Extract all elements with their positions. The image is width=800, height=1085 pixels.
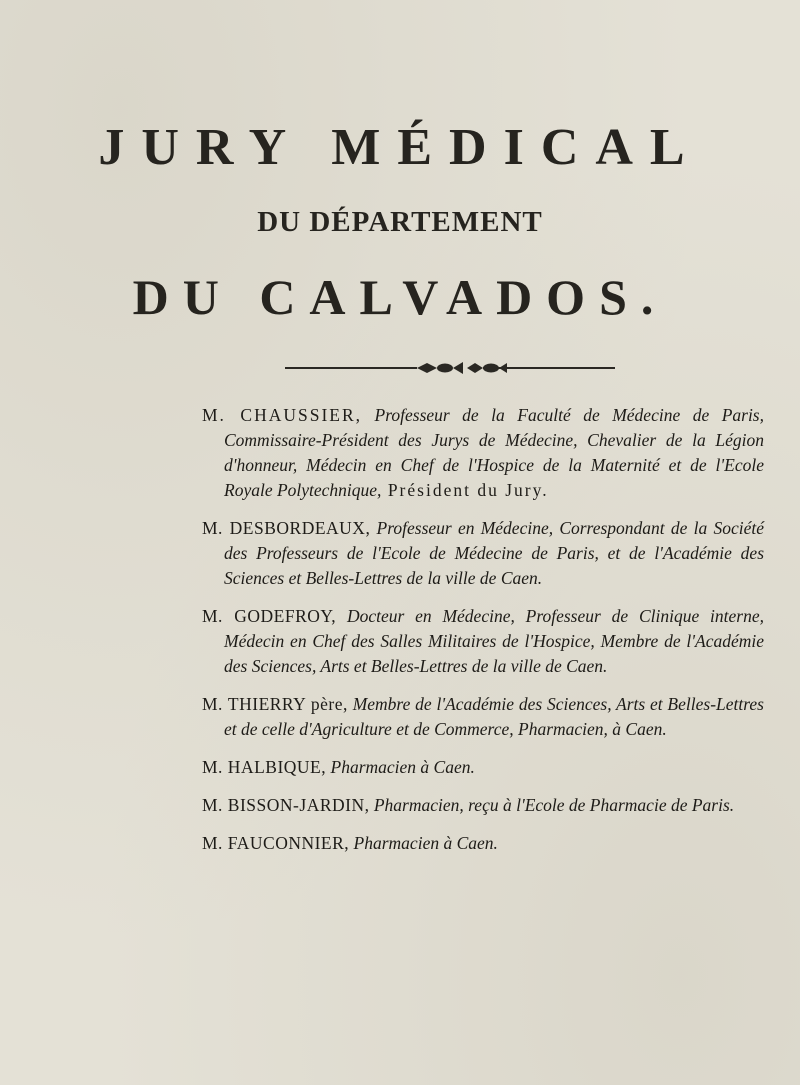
member-chaussier <box>202 403 764 503</box>
member-name: M. GODEFROY, <box>202 606 337 626</box>
page-subtitle: DU DÉPARTEMENT <box>257 206 543 238</box>
member-name: M. BISSON-JARDIN, <box>202 795 370 815</box>
ornament-divider-icon <box>285 360 615 376</box>
jury-members-list <box>202 403 764 869</box>
member-halbique <box>202 755 764 780</box>
member-description: Professeur en Médecine, Correspondant de la Société des Professeurs de l'Ecole de Médecine de Paris, et de l'Académie des Sciences et Belles-Lettres de la ville de Caen. <box>224 518 764 588</box>
member-description: Professeur de la Faculté de Médecine de Paris, Commissaire-Président des Jurys de Médecine, Chevalier de la Légion d'honneur, Médecin en Chef de l'Hospice de la Maternité et de l'Ecole Royale Polytechnique, <box>224 405 764 500</box>
member-description: Pharmacien à Caen. <box>326 757 475 777</box>
page-title: JURY MÉDICAL <box>98 119 702 176</box>
member-desbordeaux <box>202 516 764 591</box>
member-role: Président du Jury. <box>381 480 549 500</box>
member-name: M. HALBIQUE, <box>202 757 327 777</box>
member-godefroy <box>202 604 764 679</box>
member-description: Docteur en Médecine, Professeur de Clinique interne, Médecin en Chef des Salles Militaires de l'Hospice, Membre de l'Académie des Sciences, Arts et Belles-Lettres de la ville de Caen. <box>224 606 764 676</box>
member-name: M. FAUCONNIER, <box>202 833 350 853</box>
member-description: Pharmacien, reçu à l'Ecole de Pharmacie de Paris. <box>369 795 735 815</box>
member-fauconnier <box>202 831 764 856</box>
member-name: M. THIERRY père, <box>202 694 348 714</box>
member-thierry <box>202 692 764 742</box>
member-description: Membre de l'Académie des Sciences, Arts et Belles-Lettres et de celle d'Agriculture et de Commerce, Pharmacien, à Caen. <box>224 694 764 739</box>
member-bisson-jardin <box>202 793 764 818</box>
member-description: Pharmacien à Caen. <box>349 833 498 853</box>
member-name: M. DESBORDEAUX, <box>202 518 371 538</box>
department-title: DU CALVADOS. <box>132 269 668 325</box>
member-name: M. CHAUSSIER, <box>202 405 363 425</box>
